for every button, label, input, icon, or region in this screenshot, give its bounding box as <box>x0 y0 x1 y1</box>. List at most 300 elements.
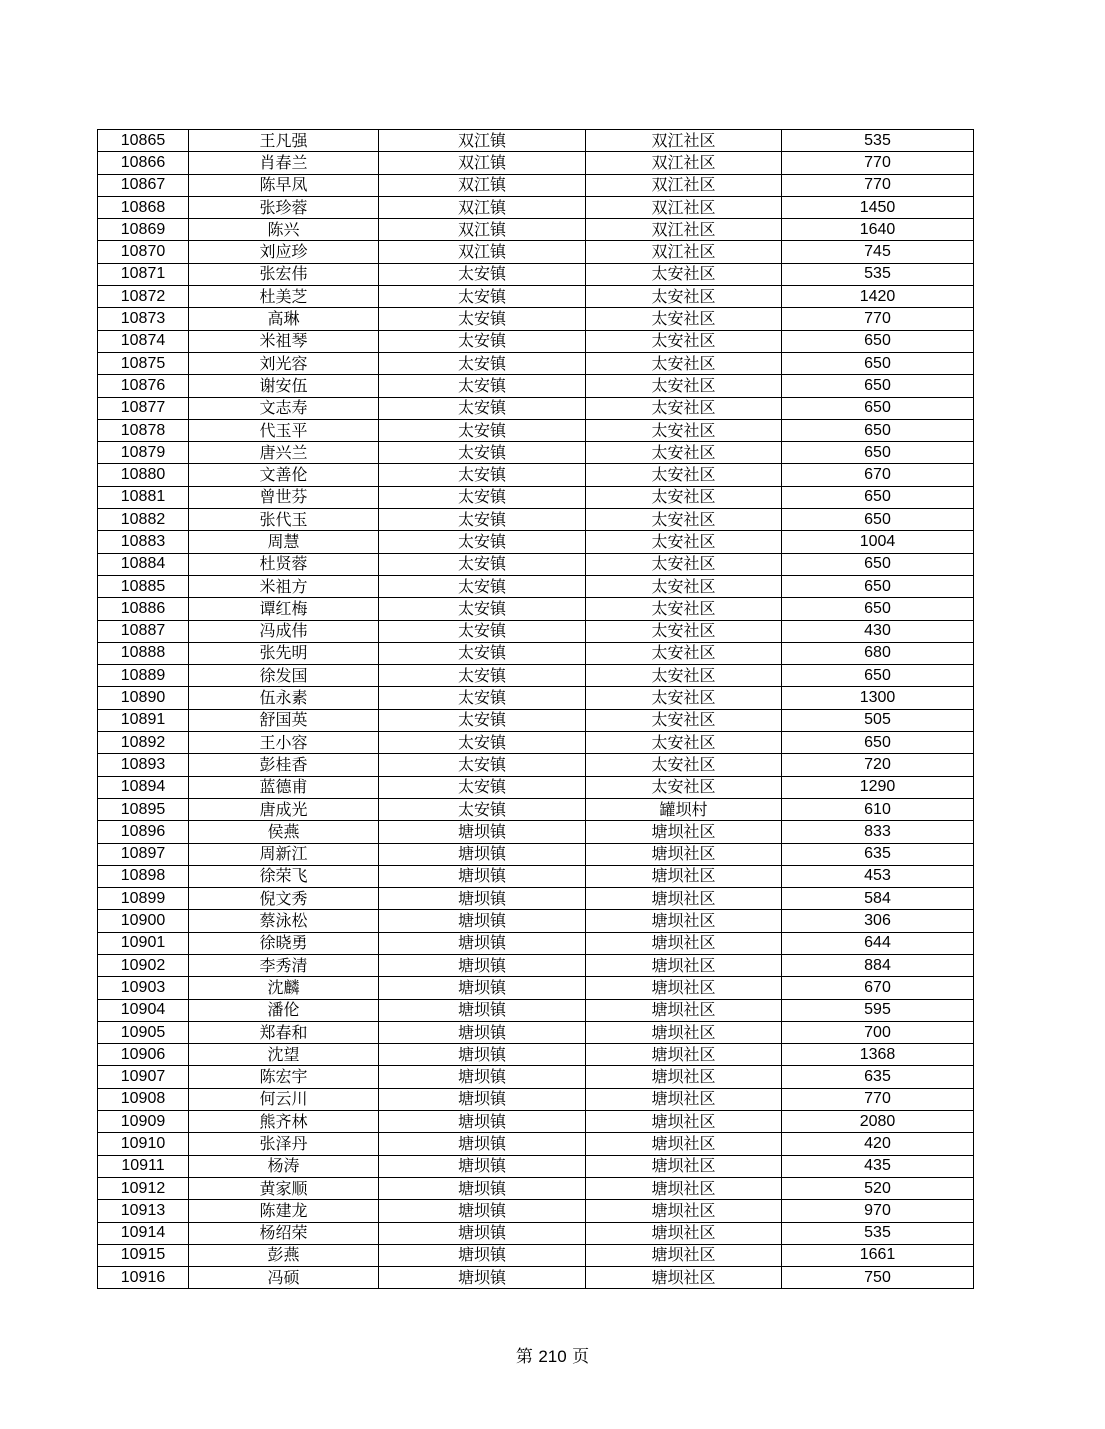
community-cell: 太安社区 <box>586 732 782 754</box>
name-cell: 李秀清 <box>189 954 379 976</box>
amount-cell: 1661 <box>782 1244 974 1266</box>
town-cell: 双江镇 <box>379 241 586 263</box>
name-cell: 张代玉 <box>189 509 379 531</box>
community-cell: 塘坝社区 <box>586 821 782 843</box>
community-cell: 太安社区 <box>586 397 782 419</box>
amount-cell: 770 <box>782 152 974 174</box>
amount-cell: 650 <box>782 732 974 754</box>
name-cell: 何云川 <box>189 1088 379 1110</box>
table-row <box>98 553 974 575</box>
table-row <box>98 1155 974 1177</box>
id-cell: 10900 <box>98 910 189 932</box>
table-row <box>98 709 974 731</box>
town-cell: 塘坝镇 <box>379 865 586 887</box>
amount-cell: 535 <box>782 1222 974 1244</box>
community-cell: 太安社区 <box>586 575 782 597</box>
town-cell: 太安镇 <box>379 798 586 820</box>
table-row <box>98 531 974 553</box>
id-cell: 10884 <box>98 553 189 575</box>
amount-cell: 770 <box>782 1088 974 1110</box>
table-row <box>98 352 974 374</box>
community-cell: 塘坝社区 <box>586 1111 782 1133</box>
community-cell: 塘坝社区 <box>586 977 782 999</box>
id-cell: 10892 <box>98 732 189 754</box>
name-cell: 黄家顺 <box>189 1177 379 1199</box>
id-cell: 10891 <box>98 709 189 731</box>
town-cell: 太安镇 <box>379 598 586 620</box>
id-cell: 10885 <box>98 575 189 597</box>
table-row <box>98 999 974 1021</box>
community-cell: 塘坝社区 <box>586 865 782 887</box>
name-cell: 伍永素 <box>189 687 379 709</box>
name-cell: 彭燕 <box>189 1244 379 1266</box>
town-cell: 太安镇 <box>379 263 586 285</box>
town-cell: 塘坝镇 <box>379 999 586 1021</box>
id-cell: 10913 <box>98 1200 189 1222</box>
id-cell: 10907 <box>98 1066 189 1088</box>
amount-cell: 2080 <box>782 1111 974 1133</box>
amount-cell: 306 <box>782 910 974 932</box>
id-cell: 10894 <box>98 776 189 798</box>
table-row <box>98 754 974 776</box>
town-cell: 塘坝镇 <box>379 932 586 954</box>
town-cell: 太安镇 <box>379 620 586 642</box>
table-row <box>98 196 974 218</box>
town-cell: 塘坝镇 <box>379 1222 586 1244</box>
amount-cell: 635 <box>782 843 974 865</box>
table-row <box>98 263 974 285</box>
community-cell: 太安社区 <box>586 642 782 664</box>
community-cell: 塘坝社区 <box>586 1200 782 1222</box>
id-cell: 10916 <box>98 1267 189 1289</box>
amount-cell: 595 <box>782 999 974 1021</box>
name-cell: 倪文秀 <box>189 888 379 910</box>
id-cell: 10886 <box>98 598 189 620</box>
town-cell: 塘坝镇 <box>379 977 586 999</box>
id-cell: 10868 <box>98 196 189 218</box>
town-cell: 双江镇 <box>379 196 586 218</box>
id-cell: 10904 <box>98 999 189 1021</box>
amount-cell: 1640 <box>782 219 974 241</box>
name-cell: 蔡泳松 <box>189 910 379 932</box>
town-cell: 太安镇 <box>379 732 586 754</box>
community-cell: 太安社区 <box>586 709 782 731</box>
community-cell: 太安社区 <box>586 598 782 620</box>
community-cell: 塘坝社区 <box>586 843 782 865</box>
amount-cell: 650 <box>782 375 974 397</box>
amount-cell: 505 <box>782 709 974 731</box>
id-cell: 10883 <box>98 531 189 553</box>
community-cell: 塘坝社区 <box>586 1044 782 1066</box>
id-cell: 10873 <box>98 308 189 330</box>
name-cell: 谭红梅 <box>189 598 379 620</box>
table-row <box>98 642 974 664</box>
id-cell: 10882 <box>98 509 189 531</box>
name-cell: 蓝德甫 <box>189 776 379 798</box>
name-cell: 郑春和 <box>189 1021 379 1043</box>
community-cell: 太安社区 <box>586 464 782 486</box>
amount-cell: 680 <box>782 642 974 664</box>
table-row <box>98 286 974 308</box>
amount-cell: 650 <box>782 598 974 620</box>
name-cell: 冯成伟 <box>189 620 379 642</box>
table-row <box>98 1088 974 1110</box>
name-cell: 侯燕 <box>189 821 379 843</box>
town-cell: 太安镇 <box>379 486 586 508</box>
table-row <box>98 798 974 820</box>
amount-cell: 745 <box>782 241 974 263</box>
amount-cell: 650 <box>782 352 974 374</box>
town-cell: 塘坝镇 <box>379 1155 586 1177</box>
town-cell: 塘坝镇 <box>379 1133 586 1155</box>
id-cell: 10911 <box>98 1155 189 1177</box>
community-cell: 太安社区 <box>586 509 782 531</box>
id-cell: 10898 <box>98 865 189 887</box>
amount-cell: 1290 <box>782 776 974 798</box>
town-cell: 塘坝镇 <box>379 1021 586 1043</box>
id-cell: 10903 <box>98 977 189 999</box>
id-cell: 10879 <box>98 442 189 464</box>
table-row <box>98 1066 974 1088</box>
community-cell: 塘坝社区 <box>586 1244 782 1266</box>
town-cell: 太安镇 <box>379 575 586 597</box>
amount-cell: 670 <box>782 464 974 486</box>
name-cell: 沈麟 <box>189 977 379 999</box>
town-cell: 塘坝镇 <box>379 821 586 843</box>
name-cell: 唐成光 <box>189 798 379 820</box>
name-cell: 代玉平 <box>189 419 379 441</box>
community-cell: 双江社区 <box>586 130 782 152</box>
name-cell: 杜美芝 <box>189 286 379 308</box>
name-cell: 徐荣飞 <box>189 865 379 887</box>
name-cell: 刘应珍 <box>189 241 379 263</box>
town-cell: 塘坝镇 <box>379 1200 586 1222</box>
amount-cell: 435 <box>782 1155 974 1177</box>
town-cell: 太安镇 <box>379 442 586 464</box>
town-cell: 双江镇 <box>379 174 586 196</box>
community-cell: 太安社区 <box>586 687 782 709</box>
name-cell: 杜贤蓉 <box>189 553 379 575</box>
town-cell: 太安镇 <box>379 375 586 397</box>
amount-cell: 650 <box>782 665 974 687</box>
id-cell: 10877 <box>98 397 189 419</box>
name-cell: 高琳 <box>189 308 379 330</box>
town-cell: 太安镇 <box>379 330 586 352</box>
community-cell: 塘坝社区 <box>586 1177 782 1199</box>
community-cell: 太安社区 <box>586 352 782 374</box>
id-cell: 10867 <box>98 174 189 196</box>
name-cell: 张泽丹 <box>189 1133 379 1155</box>
name-cell: 周慧 <box>189 531 379 553</box>
table-row <box>98 419 974 441</box>
name-cell: 刘光容 <box>189 352 379 374</box>
table-row <box>98 152 974 174</box>
town-cell: 塘坝镇 <box>379 888 586 910</box>
table-row <box>98 1044 974 1066</box>
table-row <box>98 442 974 464</box>
table-row <box>98 486 974 508</box>
id-cell: 10871 <box>98 263 189 285</box>
name-cell: 张先明 <box>189 642 379 664</box>
id-cell: 10902 <box>98 954 189 976</box>
community-cell: 塘坝社区 <box>586 1133 782 1155</box>
town-cell: 太安镇 <box>379 776 586 798</box>
id-cell: 10915 <box>98 1244 189 1266</box>
id-cell: 10881 <box>98 486 189 508</box>
id-cell: 10872 <box>98 286 189 308</box>
town-cell: 太安镇 <box>379 531 586 553</box>
id-cell: 10906 <box>98 1044 189 1066</box>
town-cell: 塘坝镇 <box>379 1044 586 1066</box>
id-cell: 10912 <box>98 1177 189 1199</box>
amount-cell: 770 <box>782 308 974 330</box>
name-cell: 唐兴兰 <box>189 442 379 464</box>
table-row <box>98 509 974 531</box>
id-cell: 10893 <box>98 754 189 776</box>
id-cell: 10865 <box>98 130 189 152</box>
table-row <box>98 1177 974 1199</box>
name-cell: 潘伦 <box>189 999 379 1021</box>
community-cell: 塘坝社区 <box>586 1267 782 1289</box>
id-cell: 10876 <box>98 375 189 397</box>
name-cell: 舒国英 <box>189 709 379 731</box>
community-cell: 太安社区 <box>586 620 782 642</box>
table-row <box>98 687 974 709</box>
amount-cell: 884 <box>782 954 974 976</box>
amount-cell: 650 <box>782 330 974 352</box>
community-cell: 双江社区 <box>586 241 782 263</box>
amount-cell: 650 <box>782 397 974 419</box>
id-cell: 10875 <box>98 352 189 374</box>
id-cell: 10866 <box>98 152 189 174</box>
name-cell: 冯硕 <box>189 1267 379 1289</box>
id-cell: 10909 <box>98 1111 189 1133</box>
amount-cell: 770 <box>782 174 974 196</box>
data-table-container <box>97 129 974 1289</box>
community-cell: 太安社区 <box>586 442 782 464</box>
town-cell: 太安镇 <box>379 553 586 575</box>
town-cell: 塘坝镇 <box>379 1111 586 1133</box>
town-cell: 塘坝镇 <box>379 1088 586 1110</box>
community-cell: 塘坝社区 <box>586 1222 782 1244</box>
amount-cell: 1420 <box>782 286 974 308</box>
amount-cell: 650 <box>782 442 974 464</box>
community-cell: 塘坝社区 <box>586 1088 782 1110</box>
town-cell: 太安镇 <box>379 709 586 731</box>
table-row <box>98 620 974 642</box>
town-cell: 太安镇 <box>379 286 586 308</box>
table-row <box>98 843 974 865</box>
amount-cell: 644 <box>782 932 974 954</box>
amount-cell: 1300 <box>782 687 974 709</box>
name-cell: 周新江 <box>189 843 379 865</box>
id-cell: 10914 <box>98 1222 189 1244</box>
town-cell: 太安镇 <box>379 665 586 687</box>
table-row <box>98 977 974 999</box>
amount-cell: 700 <box>782 1021 974 1043</box>
town-cell: 太安镇 <box>379 754 586 776</box>
id-cell: 10905 <box>98 1021 189 1043</box>
community-cell: 塘坝社区 <box>586 954 782 976</box>
table-row <box>98 598 974 620</box>
table-row <box>98 375 974 397</box>
table-row <box>98 932 974 954</box>
town-cell: 双江镇 <box>379 152 586 174</box>
table-row <box>98 330 974 352</box>
community-cell: 太安社区 <box>586 419 782 441</box>
table-row <box>98 732 974 754</box>
table-row <box>98 1244 974 1266</box>
amount-cell: 650 <box>782 486 974 508</box>
name-cell: 彭桂香 <box>189 754 379 776</box>
town-cell: 太安镇 <box>379 642 586 664</box>
town-cell: 塘坝镇 <box>379 954 586 976</box>
community-cell: 太安社区 <box>586 486 782 508</box>
id-cell: 10901 <box>98 932 189 954</box>
table-row <box>98 130 974 152</box>
community-cell: 双江社区 <box>586 196 782 218</box>
table-row <box>98 888 974 910</box>
name-cell: 曾世芬 <box>189 486 379 508</box>
town-cell: 双江镇 <box>379 130 586 152</box>
amount-cell: 1450 <box>782 196 974 218</box>
name-cell: 陈宏宇 <box>189 1066 379 1088</box>
amount-cell: 610 <box>782 798 974 820</box>
footer-prefix: 第 <box>515 1347 533 1367</box>
name-cell: 徐晓勇 <box>189 932 379 954</box>
community-cell: 双江社区 <box>586 174 782 196</box>
id-cell: 10869 <box>98 219 189 241</box>
page-footer <box>0 1342 1105 1367</box>
table-row <box>98 464 974 486</box>
amount-cell: 650 <box>782 509 974 531</box>
name-cell: 王凡强 <box>189 130 379 152</box>
footer-suffix: 页 <box>572 1347 590 1367</box>
town-cell: 太安镇 <box>379 308 586 330</box>
town-cell: 太安镇 <box>379 352 586 374</box>
name-cell: 谢安伍 <box>189 375 379 397</box>
table-row <box>98 1267 974 1289</box>
name-cell: 陈建龙 <box>189 1200 379 1222</box>
town-cell: 塘坝镇 <box>379 1177 586 1199</box>
amount-cell: 635 <box>782 1066 974 1088</box>
id-cell: 10870 <box>98 241 189 263</box>
town-cell: 太安镇 <box>379 419 586 441</box>
town-cell: 太安镇 <box>379 509 586 531</box>
id-cell: 10908 <box>98 1088 189 1110</box>
amount-cell: 430 <box>782 620 974 642</box>
community-cell: 太安社区 <box>586 286 782 308</box>
amount-cell: 650 <box>782 575 974 597</box>
table-row <box>98 241 974 263</box>
community-cell: 塘坝社区 <box>586 910 782 932</box>
community-cell: 太安社区 <box>586 553 782 575</box>
community-cell: 塘坝社区 <box>586 1021 782 1043</box>
town-cell: 塘坝镇 <box>379 910 586 932</box>
table-row <box>98 776 974 798</box>
name-cell: 熊齐林 <box>189 1111 379 1133</box>
table-row <box>98 665 974 687</box>
id-cell: 10910 <box>98 1133 189 1155</box>
amount-cell: 535 <box>782 263 974 285</box>
table-row <box>98 1021 974 1043</box>
community-cell: 太安社区 <box>586 776 782 798</box>
table-body <box>98 130 974 1289</box>
amount-cell: 584 <box>782 888 974 910</box>
amount-cell: 453 <box>782 865 974 887</box>
community-cell: 塘坝社区 <box>586 1066 782 1088</box>
amount-cell: 420 <box>782 1133 974 1155</box>
id-cell: 10890 <box>98 687 189 709</box>
table-row <box>98 1111 974 1133</box>
table-row <box>98 308 974 330</box>
name-cell: 张珍蓉 <box>189 196 379 218</box>
amount-cell: 970 <box>782 1200 974 1222</box>
community-cell: 塘坝社区 <box>586 932 782 954</box>
page-number: 210 <box>538 1347 567 1366</box>
name-cell: 陈兴 <box>189 219 379 241</box>
table-row <box>98 954 974 976</box>
community-cell: 太安社区 <box>586 665 782 687</box>
amount-cell: 650 <box>782 553 974 575</box>
table-row <box>98 1133 974 1155</box>
table-row <box>98 821 974 843</box>
town-cell: 太安镇 <box>379 687 586 709</box>
table-row <box>98 865 974 887</box>
id-cell: 10880 <box>98 464 189 486</box>
name-cell: 米祖方 <box>189 575 379 597</box>
table-row <box>98 397 974 419</box>
amount-cell: 833 <box>782 821 974 843</box>
id-cell: 10878 <box>98 419 189 441</box>
table-row <box>98 910 974 932</box>
town-cell: 塘坝镇 <box>379 1244 586 1266</box>
amount-cell: 520 <box>782 1177 974 1199</box>
community-cell: 太安社区 <box>586 754 782 776</box>
amount-cell: 670 <box>782 977 974 999</box>
town-cell: 太安镇 <box>379 464 586 486</box>
amount-cell: 1004 <box>782 531 974 553</box>
name-cell: 沈望 <box>189 1044 379 1066</box>
name-cell: 杨绍荣 <box>189 1222 379 1244</box>
id-cell: 10887 <box>98 620 189 642</box>
amount-cell: 535 <box>782 130 974 152</box>
amount-cell: 720 <box>782 754 974 776</box>
name-cell: 肖春兰 <box>189 152 379 174</box>
community-cell: 塘坝社区 <box>586 999 782 1021</box>
id-cell: 10888 <box>98 642 189 664</box>
amount-cell: 650 <box>782 419 974 441</box>
id-cell: 10895 <box>98 798 189 820</box>
name-cell: 徐发国 <box>189 665 379 687</box>
table-row <box>98 1200 974 1222</box>
community-cell: 双江社区 <box>586 219 782 241</box>
id-cell: 10889 <box>98 665 189 687</box>
name-cell: 米祖琴 <box>189 330 379 352</box>
table-row <box>98 174 974 196</box>
amount-cell: 1368 <box>782 1044 974 1066</box>
community-cell: 塘坝社区 <box>586 888 782 910</box>
town-cell: 塘坝镇 <box>379 1066 586 1088</box>
id-cell: 10896 <box>98 821 189 843</box>
amount-cell: 750 <box>782 1267 974 1289</box>
data-table <box>97 129 974 1289</box>
town-cell: 双江镇 <box>379 219 586 241</box>
name-cell: 文善伦 <box>189 464 379 486</box>
community-cell: 罐坝村 <box>586 798 782 820</box>
table-row <box>98 219 974 241</box>
community-cell: 太安社区 <box>586 375 782 397</box>
